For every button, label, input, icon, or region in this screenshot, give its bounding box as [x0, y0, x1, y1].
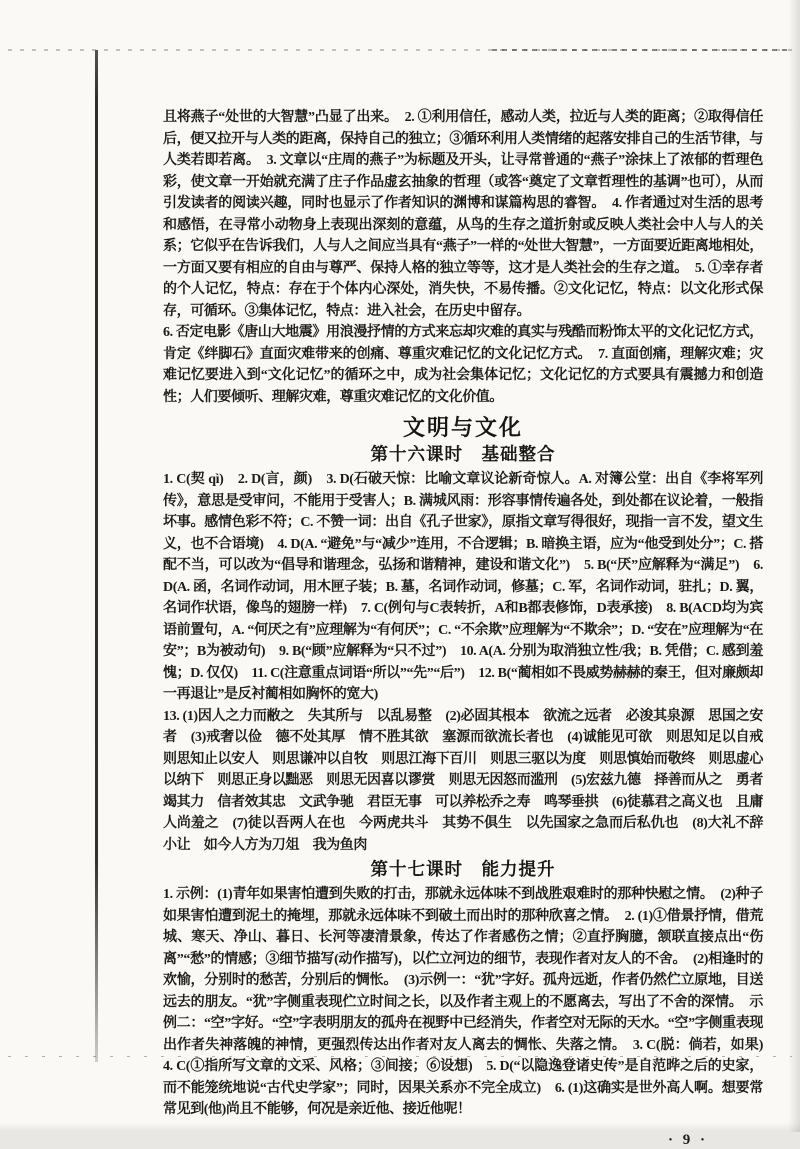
page-right-edge-shading	[788, 0, 800, 1132]
lesson-16-heading: 第十六课时 基础整合	[370, 444, 556, 464]
answers-continuation-paragraph-1: 且将燕子“处世的大智慧”凸显了出来。 2. ①利用信任，感动人类，拉近与人类的距离；②取得信任后，便又拉开与人类的距离，保持自己的独立；③循环利用人类情绪的起落安排自己的生活节律，与人类若即若离。 3. 文章以“庄周的燕子”为标题及开头，让寻常普通的“燕子”涂抹上了浓郁的哲理色彩，使文章一开始就充满了庄子作品虚玄抽象的哲理（或答“奠定了文章哲理性的基调”也可），从而引发读者的阅读兴趣，同时也显示了作者知识的渊博和谋篇构思的睿智。 4. 作者通过对生活的思考和感悟，在寻常小动物身上表现出深刻的意蕴，从鸟的生存之道折射或反映人类社会中人与人的关系；它似乎在告诉我们，人与人之间应当具有“燕子”一样的“处世大智慧”，一方面要近距离地相处，一方面又要有相应的自由与尊严、保持人格的独立等等，这才是人类社会的生存之道。 5. ①幸存者的个人记忆，特点：存在于个体内心深处，消失快，不易传播。②文化记忆，特点：以文化形式保存，可循环。③集体记忆，特点：进入社会，在历史中留存。	[163, 110, 763, 319]
page-content	[163, 107, 777, 1149]
lesson-16-answers-1-12: 1. C(契 qì) 2. D(言，颜) 3. D(石破天惊：比喻文章议论新奇惊人。A. 对簿公堂：出自《李将军列传》，意思是受审问，不能用于受害人；B. 满城风雨：形容事情传遍各处，到处都在议论着，一般指坏事。感情色彩不符；C. 不赞一词：出自《孔子世家》，原指文章写得很好，现指一言不发，望文生义，也不合语境) 4. D(A. “避免”与“减少”连用，不合逻辑；B. 暗换主语，应为“他受到处分”；C. 搭配不当，可以改为“倡导和谐理念，弘扬和谐精神，建设和谐文化”) 5. B(“厌”应解释为“满足”) 6. D(A. 函，名词作动词，用木匣子装；B. 墓，名词作动词，修墓；C. 军，名词作动词，驻扎；D. 翼，名词作状语，像鸟的翅膀一样) 7. C(例句与C表转折，A和B都表修饰，D表承接) 8. B(ACD均为宾语前置句，A. “何厌之有”应理解为“有何厌”；C. “不余欺”应理解为“不欺余”；D. “安在”应理解为“在安”；B为被动句) 9. B(“顾”应解释为“只不过”) 10. A(A. 分别为取消独立性/我；B. 凭借；C. 感到羞愧；D. 仅仅) 11. C(注意重点词语“所以”“先”“后”) 12. B(“蔺相如不畏威势赫赫的秦王，但对廉颇却一再退让”是反衬蔺相如胸怀的宽大)	[163, 472, 763, 702]
book-spine-shadow	[95, 50, 98, 1062]
top-dotted-line	[8, 49, 792, 51]
unit-title: 文明与文化	[402, 415, 523, 440]
answers-continuation-paragraph-2: 6. 否定电影《唐山大地震》用浪漫抒情的方式来忘却灾难的真实与残酷而粉饰太平的文化记忆方式，肯定《绊脚石》直面灾难带来的创痛、尊重灾难记忆的文化记忆方式。 7. 直面创痛，理解灾难；灾难记忆要进入到“文化记忆”的循环之中，成为社会集体记忆；文化记忆的方式要具有震撼力和创造性；人们要倾听、理解灾难，尊重灾难记忆的文化价值。	[163, 325, 763, 405]
lesson-17-answers: 1. 示例：(1)青年如果害怕遭到失败的打击，那就永远体味不到战胜艰难时的那种快慰之情。 (2)种子如果害怕遭到泥土的掩埋，那就永远体味不到破土而出时的那种欣喜之情。 2. (1)①借景抒情，借荒城、寒天、净山、暮日、长河等凄清景象，传达了作者感伤之情；②直抒胸臆，颔联直接点出“伤离”“愁”的情感；③细节描写(动作描写)，以伫立河边的细节，表现作者对友人的不舍。 (2)相逢时的欢愉，分别时的愁苦，分别后的惆怅。 (3)示例一：“犹”字好。孤舟远逝，作者仍然伫立原地，目送远去的朋友。“犹”字侧重表现伫立时间之长，以及作者主观上的不愿离去，写出了不舍的深情。 示例二：“空”字好。“空”字表明朋友的孤舟在视野中已经消失，作者空对无际的天水。“空”字侧重表现出作者失神落魄的神情，更强烈传达出作者对友人离去的惆怅、失落之情。 3. C(脱：倘若，如果) 4. C(①指所写文章的文采、风格；③间接；⑥设想) 5. D(“以隐逸登诸史传”是自范晔之后的史家，而不能笼统地说“古代史学家”；同时，因果关系亦不完全成立) 6. (1)这确实是世外高人啊。想要常常见到(他)尚且不能够，何况是亲近他、接近他呢！	[163, 887, 777, 1117]
lesson-16-answers-13: 13. (1)因人之力而敝之 失其所与 以乱易整 (2)必固其根本 欲流之远者 必浚其泉源 思国之安者 (3)戒奢以俭 德不处其厚 情不胜其欲 塞源而欲流长者也 (4)诚能见可欲 则思知足以自戒 则思知止以安人 则思谦冲以自牧 则思江海下百川 则思三驱以为度 则思慎始而敬终 则思虚心以纳下 则思正身以黜恶 则思无因喜以谬赏 则思无因怒而滥刑 (5)宏兹九德 择善而从之 勇者竭其力 信者效其忠 文武争驰 君臣无事 可以养松乔之寿 鸣琴垂拱 (6)徒慕君之高义也 且庸人尚羞之 (7)徒以吾两人在也 今两虎共斗 其势不俱生 以先国家之急而后私仇也 (8)大礼不辞小让 如今人方为刀俎 我为鱼肉	[163, 708, 777, 853]
page-number: · 9 ·	[667, 1131, 708, 1148]
lesson-17-heading: 第十七课时 能力提升	[370, 859, 556, 879]
